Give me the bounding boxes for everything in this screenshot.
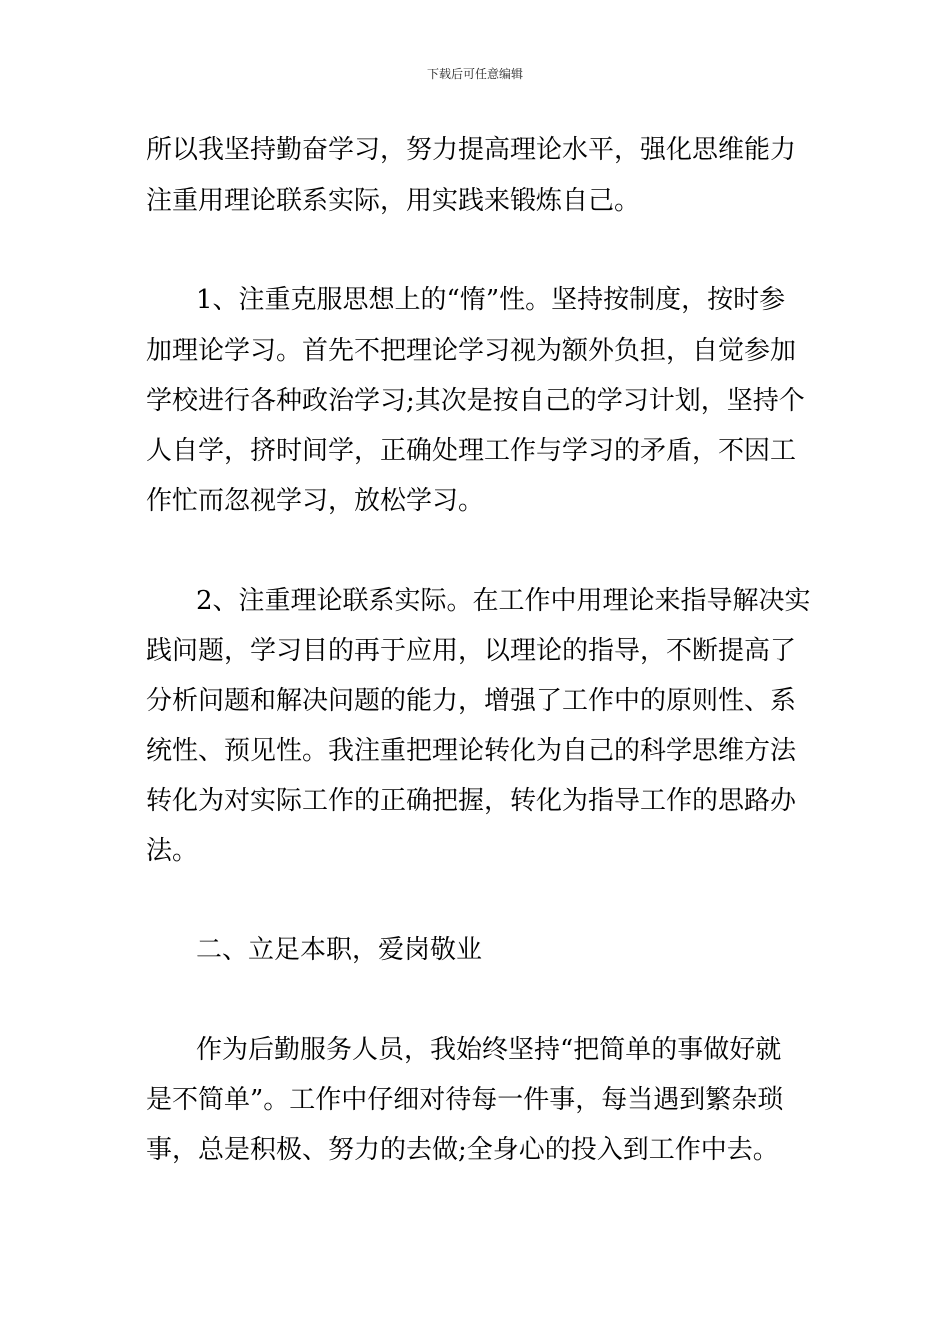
paragraph-line: 统性、预见性。我注重把理论转化为自己的科学思维方法 — [146, 736, 797, 766]
paragraph-line: 转化为对实际工作的正确把握，转化为指导工作的思路办 — [146, 786, 797, 816]
paragraph-line: 事，总是积极、努力的去做;全身心的投入到工作中去。 — [146, 1135, 779, 1165]
paragraph-line: 作忙而忽视学习，放松学习。 — [146, 486, 485, 516]
paragraph-line: 是不简单”。工作中仔细对待每一件事，每当遇到繁杂琐 — [146, 1085, 784, 1115]
paragraph-line: 法。 — [146, 836, 199, 866]
paragraph-line: 学校进行各种政治学习;其次是按自己的学习计划，坚持个 — [146, 386, 805, 416]
paragraph-line: 分析问题和解决问题的能力，增强了工作中的原则性、系 — [146, 686, 797, 716]
paragraph-line: 1、注重克服思想上的“惰”性。坚持按制度，按时参 — [196, 285, 786, 315]
paragraph-line: 2、注重理论联系实际。在工作中用理论来指导解决实 — [196, 586, 811, 616]
paragraph-line: 人自学，挤时间学，正确处理工作与学习的矛盾，不因工 — [146, 436, 797, 466]
paragraph-line: 作为后勤服务人员，我始终坚持“把简单的事做好就 — [196, 1035, 782, 1065]
page-header: 下载后可任意编辑 — [426, 67, 523, 81]
paragraph-line: 践问题，学习目的再于应用，以理论的指导，不断提高了 — [146, 636, 797, 666]
paragraph-line: 注重用理论联系实际，用实践来锻炼自己。 — [146, 186, 641, 216]
paragraph-line: 加理论学习。首先不把理论学习视为额外负担，自觉参加 — [146, 336, 797, 366]
section-heading: 二、立足本职，爱岗敬业 — [196, 935, 483, 965]
paragraph-line: 所以我坚持勤奋学习，努力提高理论水平，强化思维能力 — [146, 135, 797, 165]
